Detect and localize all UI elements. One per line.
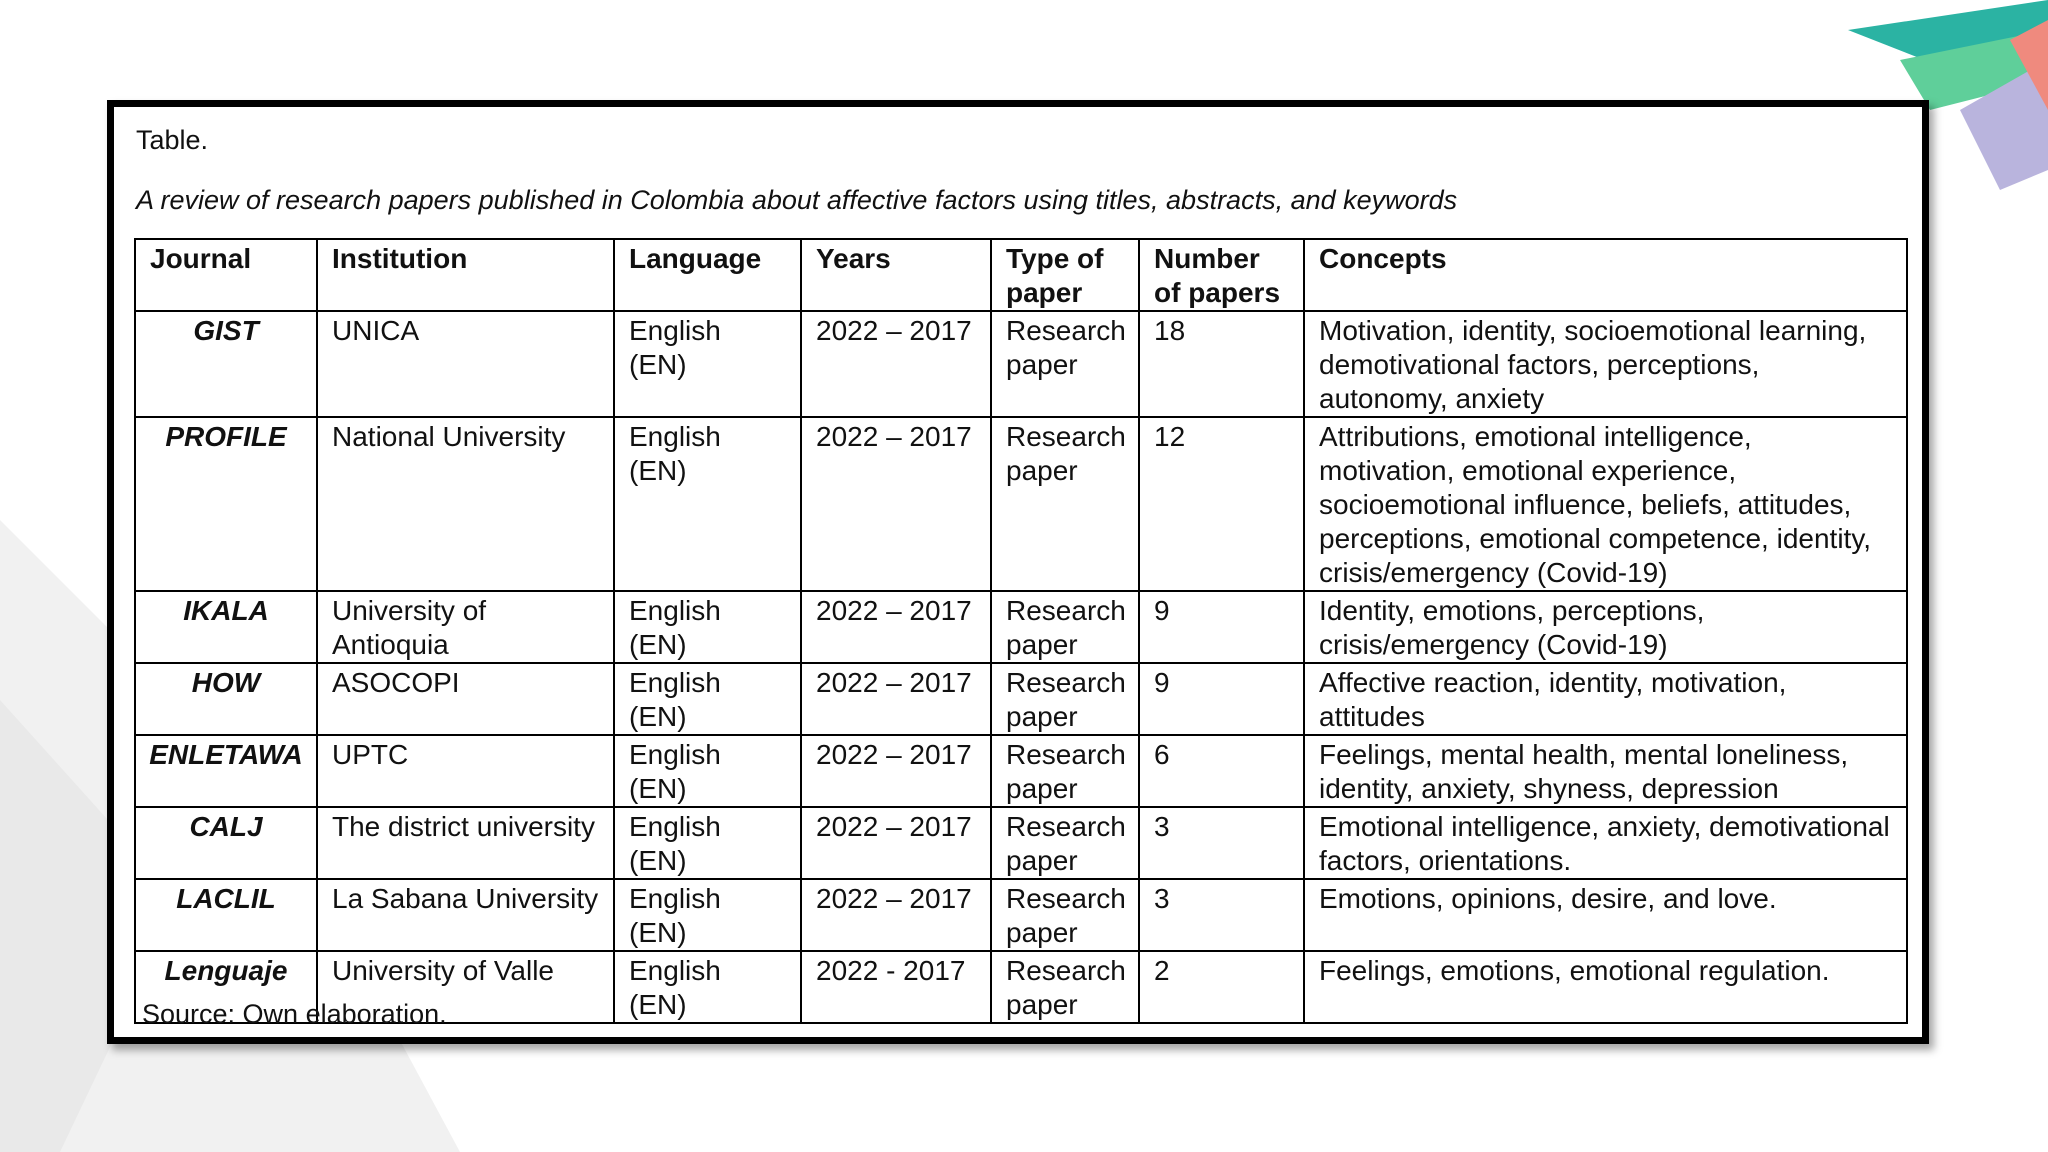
cell-journal: GIST [135, 311, 317, 417]
cell-language: English (EN) [614, 807, 801, 879]
cell-type: Research paper [991, 663, 1139, 735]
cell-type: Research paper [991, 591, 1139, 663]
cell-institution: UNICA [317, 311, 614, 417]
cell-journal: Lenguaje [135, 951, 317, 1023]
table-frame [107, 100, 1929, 1044]
col-header-journal: Journal [135, 239, 317, 311]
cell-journal: PROFILE [135, 417, 317, 591]
cell-years: 2022 – 2017 [801, 663, 991, 735]
cell-years: 2022 – 2017 [801, 807, 991, 879]
cell-count: 18 [1139, 311, 1304, 417]
cell-concepts: Affective reaction, identity, motivation, attitudes [1304, 663, 1907, 735]
table-title: A review of research papers published in Colombia about affective factors using titles, abstracts, and keywords [136, 185, 1458, 215]
cell-institution: The district university [317, 807, 614, 879]
cell-type: Research paper [991, 417, 1139, 591]
cell-type: Research paper [991, 807, 1139, 879]
cell-years: 2022 – 2017 [801, 417, 991, 591]
cell-institution: ASOCOPI [317, 663, 614, 735]
review-table [134, 238, 1908, 1024]
col-header-type: Type of paper [991, 239, 1139, 311]
cell-concepts: Emotional intelligence, anxiety, demotivational factors, orientations. [1304, 807, 1907, 879]
cell-journal: HOW [135, 663, 317, 735]
cell-type: Research paper [991, 735, 1139, 807]
cell-count: 3 [1139, 879, 1304, 951]
cell-language: English (EN) [614, 311, 801, 417]
cell-count: 9 [1139, 663, 1304, 735]
cell-type: Research paper [991, 879, 1139, 951]
cell-type: Research paper [991, 951, 1139, 1023]
table-row [135, 311, 1907, 417]
cell-language: English (EN) [614, 591, 801, 663]
cell-years: 2022 - 2017 [801, 951, 991, 1023]
cell-institution: UPTC [317, 735, 614, 807]
cell-language: English (EN) [614, 951, 801, 1023]
table-header-row [135, 239, 1907, 311]
cell-concepts: Feelings, emotions, emotional regulation. [1304, 951, 1907, 1023]
cell-language: English (EN) [614, 663, 801, 735]
cell-count: 9 [1139, 591, 1304, 663]
table-row [135, 591, 1907, 663]
table-row [135, 735, 1907, 807]
col-header-years: Years [801, 239, 991, 311]
col-header-concepts: Concepts [1304, 239, 1907, 311]
table-label: Table. [136, 125, 209, 155]
cell-journal: ENLETAWA [135, 735, 317, 807]
cell-count: 3 [1139, 807, 1304, 879]
cell-journal: LACLIL [135, 879, 317, 951]
table-source-note: Source: Own elaboration. [142, 999, 447, 1029]
cell-journal: IKALA [135, 591, 317, 663]
cell-years: 2022 – 2017 [801, 311, 991, 417]
cell-years: 2022 – 2017 [801, 735, 991, 807]
col-header-language: Language [614, 239, 801, 311]
cell-count: 6 [1139, 735, 1304, 807]
cell-concepts: Feelings, mental health, mental loneliness, identity, anxiety, shyness, depression [1304, 735, 1907, 807]
cell-concepts: Identity, emotions, perceptions, crisis/emergency (Covid-19) [1304, 591, 1907, 663]
cell-institution: University of Antioquia [317, 591, 614, 663]
table-row [135, 807, 1907, 879]
cell-journal: CALJ [135, 807, 317, 879]
cell-years: 2022 – 2017 [801, 879, 991, 951]
cell-concepts: Motivation, identity, socioemotional learning, demotivational factors, perceptions, autonomy, anxiety [1304, 311, 1907, 417]
col-header-institution: Institution [317, 239, 614, 311]
cell-count: 2 [1139, 951, 1304, 1023]
col-header-count: Number of papers [1139, 239, 1304, 311]
cell-concepts: Attributions, emotional intelligence, motivation, emotional experience, socioemotional influence, beliefs, attitudes, perceptions, emotional competence, identity, crisis/emergency (Covid-19) [1304, 417, 1907, 591]
cell-type: Research paper [991, 311, 1139, 417]
table-row [135, 879, 1907, 951]
cell-concepts: Emotions, opinions, desire, and love. [1304, 879, 1907, 951]
cell-language: English (EN) [614, 417, 801, 591]
cell-institution: National University [317, 417, 614, 591]
cell-language: English (EN) [614, 879, 801, 951]
cell-language: English (EN) [614, 735, 801, 807]
table-row [135, 663, 1907, 735]
cell-count: 12 [1139, 417, 1304, 591]
cell-institution: University of Valle [317, 951, 614, 1023]
table-row [135, 417, 1907, 591]
cell-years: 2022 – 2017 [801, 591, 991, 663]
cell-institution: La Sabana University [317, 879, 614, 951]
